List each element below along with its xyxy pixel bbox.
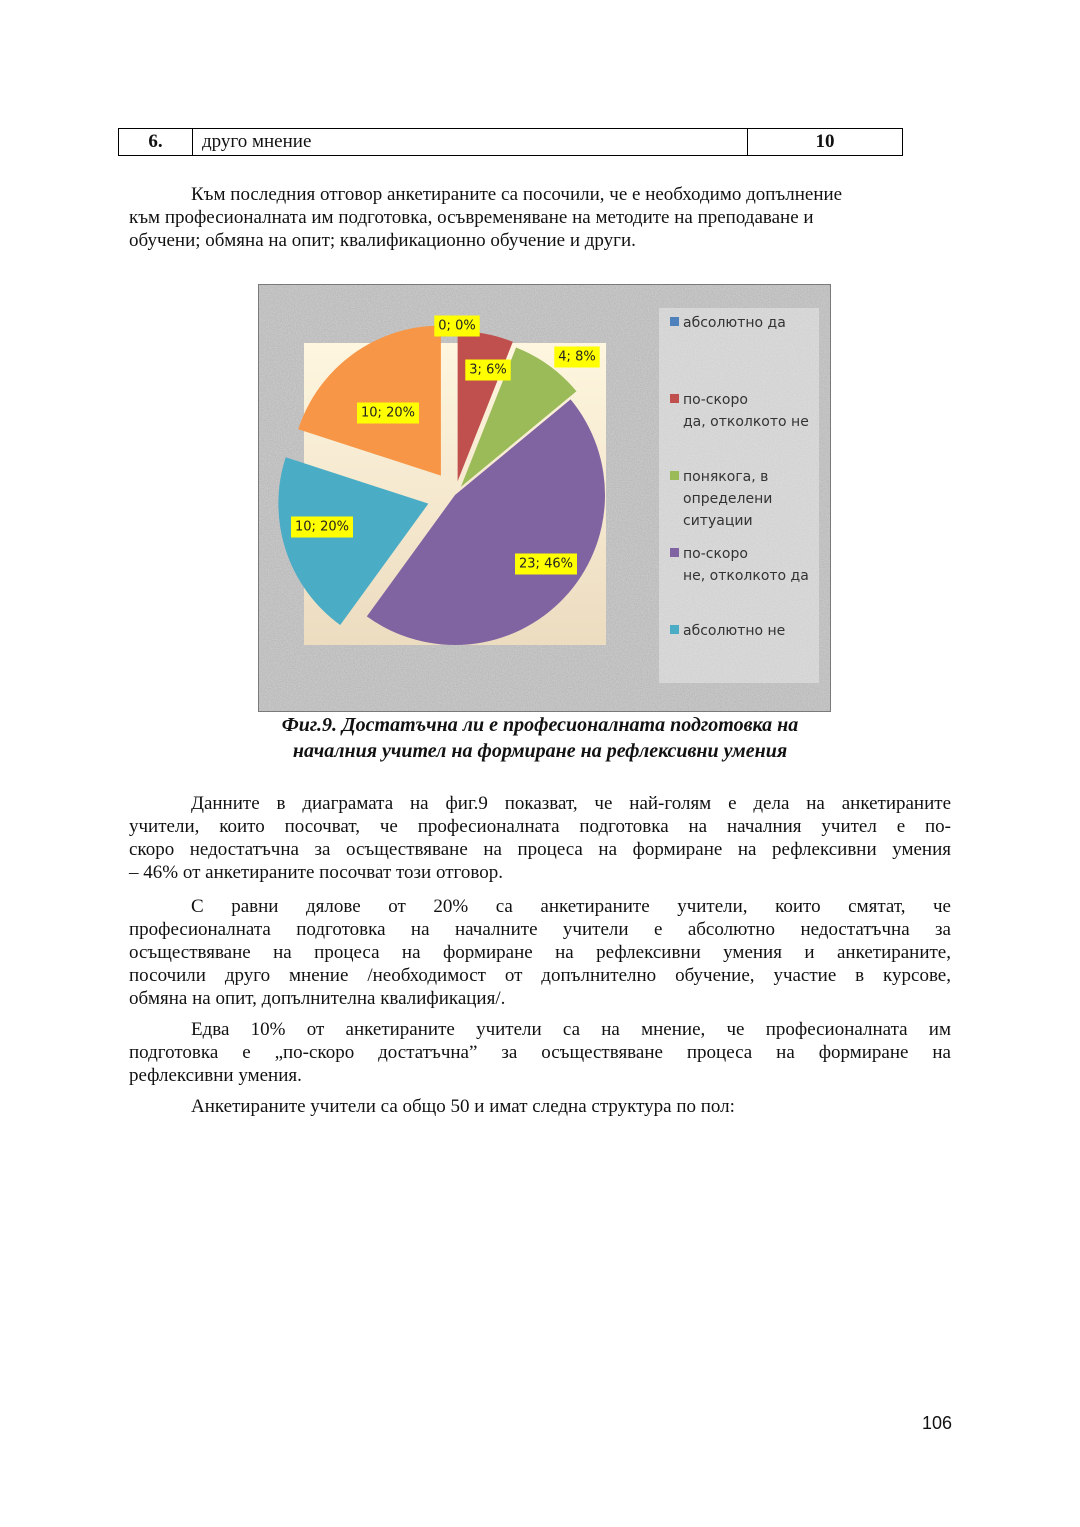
legend-line: абсолютно да — [683, 315, 786, 331]
text-line: обмяна на опит, допълнителна квалификация/. — [129, 988, 506, 1009]
legend-line: по-скоро — [683, 392, 748, 408]
legend-swatch — [670, 471, 679, 480]
row-label: друго мнение — [193, 129, 748, 156]
caption-line: началния учител на формиране на рефлексивни умения — [292, 740, 788, 762]
legend-line: абсолютно не — [683, 623, 786, 639]
text-line: осъществяване на процеса на формиране на рефлексивни умения и анкетираните, — [129, 942, 951, 963]
text-line: подготовка е „по-скоро достатъчна” за осъществяване процеса на формиране на — [129, 1042, 951, 1063]
data-label — [465, 360, 510, 381]
legend-line: да, отколкото не — [683, 414, 809, 430]
legend-line: понякога, в — [683, 469, 769, 485]
text-line: скоро недостатъчна за осъществяване на процеса на формиране на рефлексивни умения — [129, 839, 951, 860]
analysis-paragraph-4 — [129, 1095, 951, 1118]
pie-chart — [258, 284, 831, 712]
row-number: 6. — [119, 129, 193, 156]
text-line: – 46% от анкетираните посочват този отговор. — [129, 862, 503, 883]
data-label-text: 10; 20% — [361, 405, 415, 421]
text-line: рефлексивни умения. — [129, 1065, 302, 1086]
legend-line: ситуации — [683, 513, 753, 529]
data-label — [357, 403, 419, 424]
legend-swatch — [670, 625, 679, 634]
text-line: професионалната подготовка на началните учители е абсолютно недостатъчна за — [129, 919, 951, 940]
table-row — [119, 129, 903, 156]
data-label — [515, 554, 577, 575]
text-line: С равни дялове от 20% са анкетираните учители, които смятат, че — [191, 896, 951, 917]
text-line: учители, които посочват, че професионалната подготовка на началния учител е по- — [129, 816, 951, 837]
figure-caption — [129, 712, 951, 764]
data-label-text: 4; 8% — [558, 349, 596, 365]
legend-line: по-скоро — [683, 546, 748, 562]
analysis-paragraph-2 — [129, 895, 951, 1010]
intro-line: към професионалната им подготовка, осъвременяване на методите на преподаване и — [129, 207, 814, 228]
legend-line: не, отколкото да — [683, 568, 809, 584]
text-line: Данните в диаграмата на фиг.9 показват, че най-голям е дела на анкетираните — [191, 793, 951, 814]
survey-table — [118, 128, 903, 156]
analysis-paragraph-3 — [129, 1018, 951, 1087]
caption-line: Фиг.9. Достатъчна ли е професионалната подготовка на — [281, 714, 799, 736]
legend-text — [683, 623, 785, 639]
legend-item — [670, 623, 785, 639]
legend-line: определени — [683, 491, 773, 507]
data-label — [434, 316, 479, 337]
legend-swatch — [670, 548, 679, 557]
legend-text — [683, 315, 786, 331]
data-label-text: 3; 6% — [469, 362, 507, 378]
data-label-text: 23; 46% — [519, 556, 573, 572]
text-line: Едва 10% от анкетираните учители са на мнение, че професионалната им — [191, 1019, 951, 1040]
data-label — [291, 517, 353, 538]
data-label — [554, 347, 599, 368]
data-label-text: 0; 0% — [438, 318, 476, 334]
intro-paragraph — [129, 183, 951, 252]
page-number: 106 — [921, 1413, 952, 1433]
legend-swatch — [670, 317, 679, 326]
row-value: 10 — [748, 129, 903, 156]
intro-line: обучени; обмяна на опит; квалификационно обучение и други. — [129, 230, 636, 251]
text-line: посочили друго мнение /необходимост от допълнително обучение, участие в курсове, — [129, 965, 951, 986]
intro-line: Към последния отговор анкетираните са посочили, че е необходимо допълнение — [191, 184, 843, 205]
data-label-text: 10; 20% — [295, 519, 349, 535]
analysis-paragraph-1 — [129, 792, 951, 884]
legend-swatch — [670, 394, 679, 403]
text-line: Анкетираните учители са общо 50 и имат следна структура по пол: — [191, 1096, 735, 1117]
legend-item — [670, 315, 786, 331]
